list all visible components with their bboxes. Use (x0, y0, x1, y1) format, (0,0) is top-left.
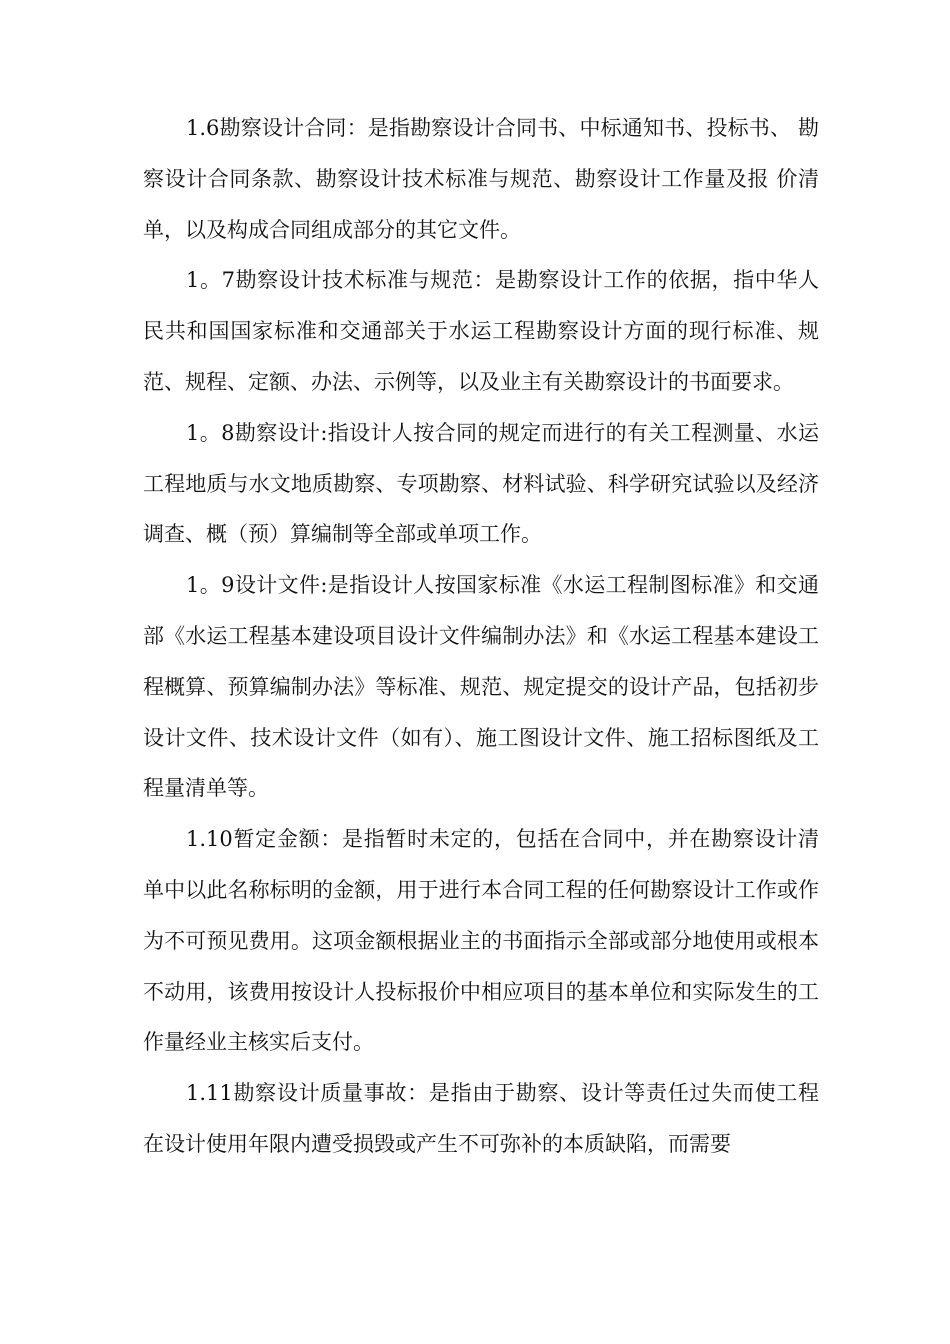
clause-1-8-survey-design: 1。8勘察设计:指设计人按合同的规定而进行的有关工程测量、水运工程地质与水文地质勘察、专项勘察、材料试验、科学研究试验以及经济调查、概（预）算编制等全部或单项工作。 (143, 420, 819, 547)
clause-1-9-design-documents: 1。9设计文件:是指设计人按国家标准《水运工程制图标准》和交通部《水运工程基本建设项目设计文件编制办法》和《水运工程基本建设工程概算、预算编制办法》等标准、规范、规定提交的设计产品，包括初步设计文件、技术设计文件（如有）、施工图设计文件、施工招标图纸及工程量清单等。 (143, 573, 819, 801)
clause-1-11-quality-accident: 1.11勘察设计质量事故：是指由于勘察、设计等责任过失而使工程在设计使用年限内遭受损毁或产生不可弥补的本质缺陷，而需要 (143, 1081, 819, 1156)
clause-1-7-standards: 1。7勘察设计技术标准与规范：是勘察设计工作的依据，指中华人民共和国国家标准和交通部关于水运工程勘察设计方面的现行标准、规范、规程、定额、办法、示例等，以及业主有关勘察设计的书面要求。 (143, 268, 819, 394)
document-body (143, 103, 819, 1170)
clause-1-10-provisional-sum: 1.10暂定金额：是指暂时未定的，包括在合同中，并在勘察设计清单中以此名称标明的金额，用于进行本合同工程的任何勘察设计工作或作为不可预见费用。这项金额根据业主的书面指示全部或部分地使用或根本不动用，该费用按设计人投标报价中相应项目的基本单位和实际发生的工作量经业主核实后支付。 (143, 827, 819, 1055)
clause-1-6-contract: 1.6勘察设计合同：是指勘察设计合同书、中标通知书、投标书、 勘察设计合同条款、勘察设计技术标准与规范、勘察设计工作量及报 价清单，以及构成合同组成部分的其它文件。 (143, 116, 819, 242)
